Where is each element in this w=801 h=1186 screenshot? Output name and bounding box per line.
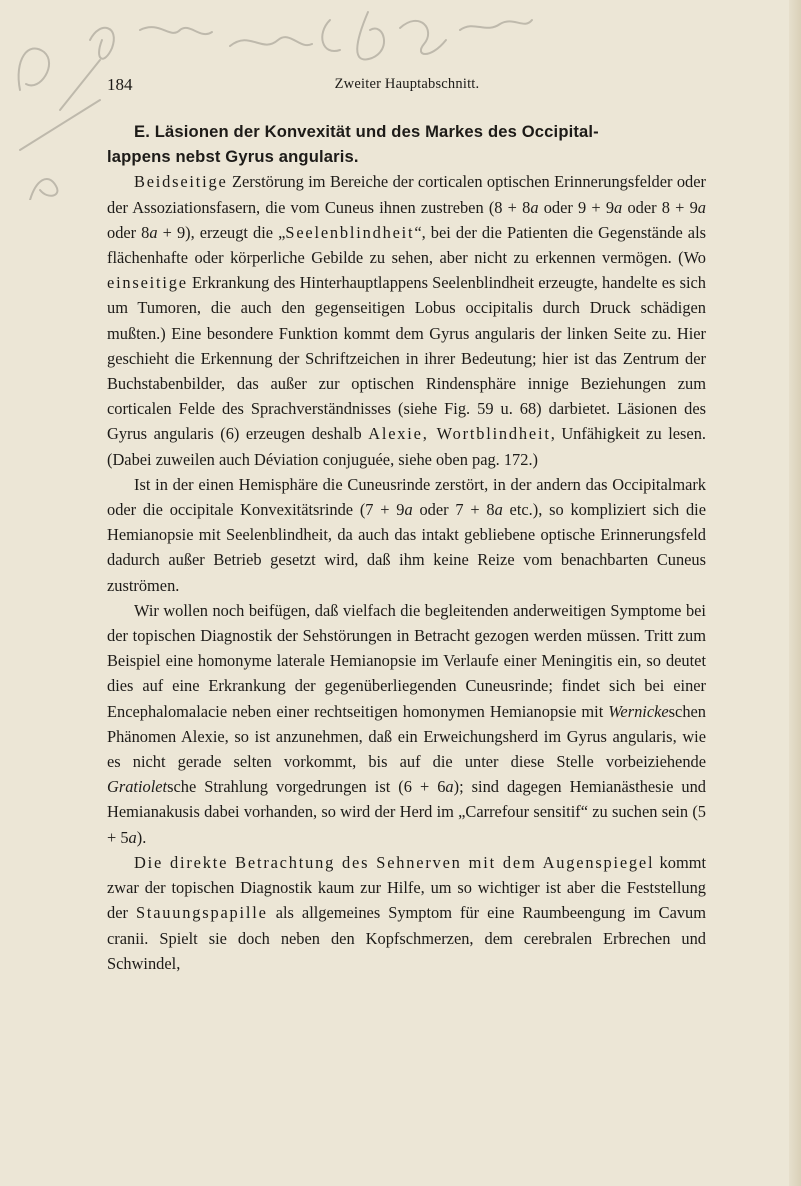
paragraph <box>107 472 706 598</box>
text-run: Wir wollen noch beifügen, daß vielfach die begleitenden anderweitigen Symptome bei der topischen Diagnostik der Sehstörungen in Betracht gezogen werden müssen. Tritt zum Beispiel eine homonyme laterale Hemianopsie im Verlaufe einer Meningitis ein, so deutet dies auf eine Erkrankung der gegenüberliegenden Cuneusrinde; findet sich bei einer Encephalomalacie neben einer rechtseitigen homonymen Hemianopsie mit <box>107 600 706 721</box>
page-edge <box>789 0 801 1186</box>
text-run: als allgemeines Symptom für eine Raumbeengung im Cavum cranii. Spielt sie doch neben den Kopfschmerzen, dem cerebralen Erbrechen und Schwindel, <box>107 903 706 973</box>
text-run: schen Phänomen Alexie, so ist anzunehmen, daß ein Erweichungsherd im Gyrus angularis, wie es nicht gerade selten vorkommt, bis auf die unter diese Stelle vorbeiziehende <box>107 701 706 772</box>
spaced-emphasis: Die direkte Betrachtung des Sehnerven mit dem Augenspiegel <box>134 852 655 872</box>
text-run: “, bei der die Patienten die Gegenstände als flächenhafte oder körperliche Gebilde zu sehen, aber nicht zu erkennen vermögen. (Wo <box>107 222 706 268</box>
italic-text: a <box>404 500 413 520</box>
text-run: Zerstörung im Bereiche der corticalen optischen Erinnerungsfelder oder der Assoziationsfasern, die vom Cuneus ihnen zustreben (8 + 8 <box>107 172 706 217</box>
text-run: oder 9 + 9 <box>538 197 615 217</box>
text-run: kommt zwar der topischen Diagnostik kaum zur Hilfe, um so wichtiger ist aber die Feststellung der <box>107 852 706 923</box>
text-run: ); sind dagegen Hemianästhesie und Hemianakusis dabei vorhanden, so wird der Herd im „Carrefour sensitif“ zu suchen sein (5 + 5 <box>107 777 706 847</box>
spaced-emphasis: Beidseitige <box>134 172 228 192</box>
section-title-line2: lappens nebst Gyrus angularis. <box>107 147 359 167</box>
text-run: oder 8 + 9 <box>622 197 698 217</box>
text-run: Erkrankung des Hinterhauptlappens Seelenblindheit erzeugte, handelte es sich um Tumoren, die auch den gegenseitigen Lobus occipitalis durch Druck schädigen mußten.) Eine besondere Funktion kommt dem Gyrus angularis der linken Seite zu. Hier geschieht die Erkennung der Schriftzeichen in ihrer Bedeutung; hier ist das Zentrum der Buchstabenbilder, das außer zur optischen Rindensphäre innige Beziehungen zum corticalen Felde des Sprachverständnisses (siehe Fig. 59 u. 68) darbietet. Läsionen des Gyrus angularis (6) erzeugen deshalb <box>107 273 706 444</box>
spaced-emphasis: Alexie, Wortblindheit <box>368 424 551 444</box>
page-content <box>107 119 706 976</box>
body-text <box>107 169 706 976</box>
paragraph <box>107 598 706 850</box>
page-number: 184 <box>107 75 133 94</box>
paragraph <box>107 169 706 471</box>
page-header <box>107 75 707 97</box>
running-head: Zweiter Hauptabschnitt. <box>334 76 480 92</box>
italic-text: a <box>128 827 137 847</box>
italic-text: a <box>614 197 623 217</box>
text-run: oder 7 + 8 <box>412 500 495 520</box>
section-title <box>107 119 706 169</box>
italic-text: a <box>445 777 454 797</box>
spaced-emphasis: einseitige <box>107 273 188 293</box>
text-run: ). <box>136 827 147 847</box>
italic-text: Gratiolet <box>107 777 168 797</box>
spaced-emphasis: Stauungspapille <box>135 903 268 923</box>
text-run: Ist in der einen Hemisphäre die Cuneusrinde zerstört, in der andern das Occipitalmark oder die occipitale Konvexitätsrinde (7 + 9 <box>107 474 706 520</box>
text-run: + 9), erzeugt die „ <box>157 222 286 242</box>
text-run: , Unfähigkeit zu lesen. (Dabei zuweilen auch Déviation conjuguée, siehe oben pag. 172.) <box>107 424 706 469</box>
spaced-emphasis: Seelenblindheit <box>285 222 415 242</box>
italic-text: a <box>149 222 158 242</box>
section-title-line1: E. Läsionen der Konvexität und des Markes des Occipital- <box>134 122 599 141</box>
text-run: sche Strahlung vorgedrungen ist (6 + 6 <box>167 777 446 797</box>
text-run: oder 8 <box>107 222 150 242</box>
italic-text: a <box>697 197 706 217</box>
paragraph <box>107 850 706 976</box>
italic-text: Wernicke <box>608 701 669 721</box>
text-run: etc.), so kompliziert sich die Hemianopsie mit Seelenblindheit, da auch das intakt gebliebene optische Erinnerungsfeld dadurch außer Betrieb gesetzt wird, daß ihm keine Reize vom benachbarten Cuneus zuströmen. <box>107 500 706 595</box>
italic-text: a <box>530 197 539 217</box>
italic-text: a <box>494 500 503 520</box>
